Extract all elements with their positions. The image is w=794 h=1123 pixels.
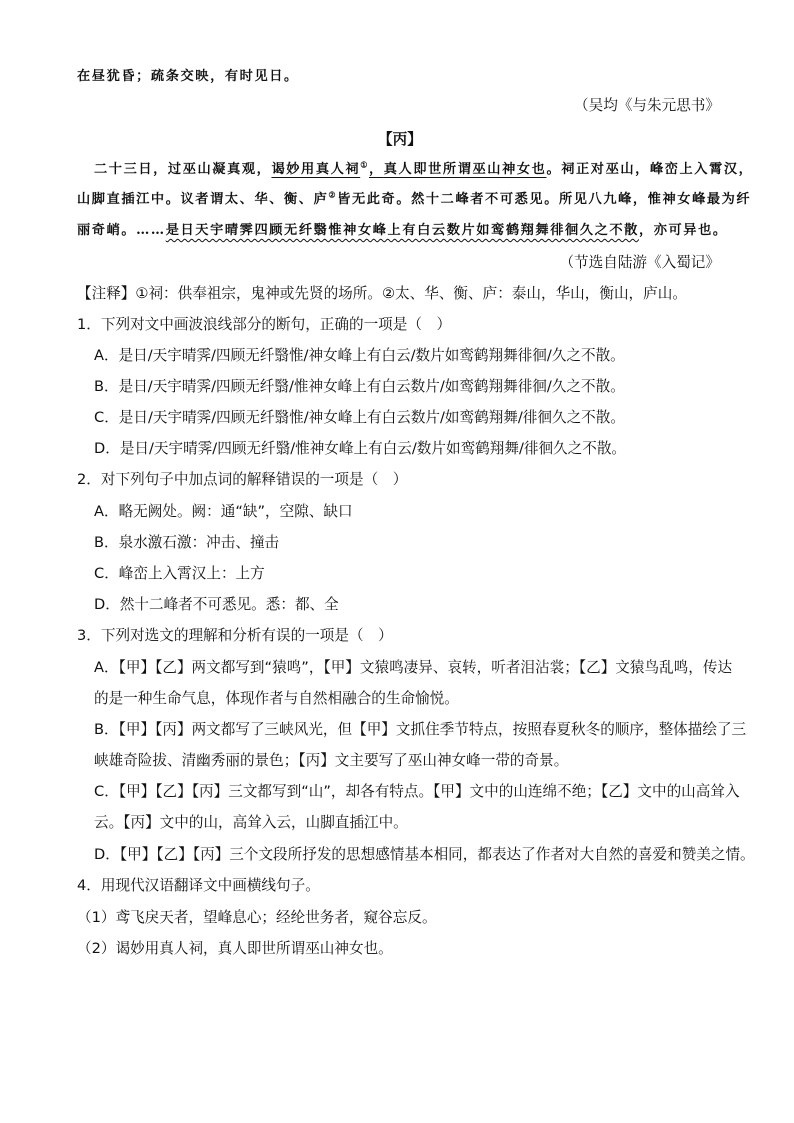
question-4-item-1: （1）鸢飞戾天者，望峰息心；经纶世务者，窥谷忘反。 [77,909,437,926]
underlined-sentence-part-1: 谒妙用真人祠 [271,162,361,177]
question-1-option-d: D．是日/天宇晴霁/四顾无纤翳/惟神女峰上有白云/数片如鸾鹤翔舞/徘徊久之不散。 [94,440,627,457]
question-4-stem: 4．用现代汉语翻译文中画横线句子。 [77,877,320,894]
question-3-option-b-line-2: 峡雄奇险拔、清幽秀丽的景色；【丙】文主要写了巫山神女峰一带的奇景。 [94,752,569,769]
passage-a-tail: 在昼犹昏；疏条交映，有时见日。 [77,69,299,84]
question-2-option-b: B．泉水激石激：冲击、撞击 [94,534,280,551]
notes: 【注释】①祠：供奉祖宗，鬼神或先贤的场所。②太、华、衡、庐：泰山，华山，衡山，庐山。 [77,285,687,302]
passage-c-line-1-post: 。祠正对巫山，峰峦上入霄汉， [546,162,754,177]
passage-c-line-3-pre: 丽奇峭。…… [77,223,166,238]
note-marker-1: ① [360,159,369,170]
question-3-option-a-line-1: A．【甲】【乙】两文都写到“猿鸣”，【甲】文猿鸣凄异、哀转，听者泪沾裳；【乙】文猿鸟乱鸣，传达 [94,659,733,676]
question-3-option-d: D．【甲】【乙】【丙】三个文段所抒发的思想感情基本相同，都表达了作者对大自然的喜爱和赞美之情。 [94,846,755,863]
question-2-stem: 2．对下列句子中加点词的解释错误的一项是（ ） [77,471,408,488]
question-3-stem: 3．下列对选文的理解和分析有误的一项是（ ） [77,627,393,644]
passage-c-line-1 [94,160,753,180]
passage-c-line-3 [77,221,728,241]
passage-c-line-2-post: 皆无此奇。然十二峰者不可悉见。所见八九峰，惟神女峰最为纤 [337,192,752,207]
question-2-option-c: C．峰峦上入霄汉上：上方 [94,565,265,582]
question-2-option-d: D．然十二峰者不可悉见。悉：都、全 [94,596,339,613]
question-1-option-b: B．是日/天宇晴霁/四顾无纤翳/惟神女峰上有白云数片/如鸾鹤翔舞徘徊/久之不散。 [94,378,625,395]
question-1-option-c: C．是日/天宇晴霁/四顾无纤翳惟/神女峰上有白云数片/如鸾鹤翔舞/徘徊久之不散。 [94,409,625,426]
passage-c-line-2-pre: 山脚直插江中。议者谓太、华、衡、庐 [77,192,329,207]
underlined-comma: ， [368,162,384,177]
passage-c-line-3-post: ，亦可异也。 [638,223,728,238]
question-1-stem: 1．下列对文中画波浪线部分的断句，正确的一项是（ ） [77,316,452,333]
question-3-option-c-line-2: 云。【丙】文中的山，高耸入云，山脚直插江中。 [94,814,408,831]
section-c-title: 【丙】 [378,131,422,148]
question-3-option-a-line-2: 的是一种生命气息，体现作者与自然相融合的生命愉悦。 [94,690,459,707]
note-marker-2: ② [328,189,338,200]
question-2-option-a: A．略无阙处。阙：通“缺”，空隙、缺口 [94,503,353,520]
question-3-option-c-line-1: C．【甲】【乙】【丙】三文都写到“山”，却各有特点。【甲】文中的山连绵不绝；【乙】文中的山高耸入 [94,783,740,800]
wavy-underlined-sentence: 是日天宇晴霁四顾无纤翳惟神女峰上有白云数片如鸾鹤翔舞徘徊久之不散 [165,223,639,238]
source-b: （吴均《与朱元思书》 [574,97,720,114]
question-4-item-2: （2）谒妙用真人祠，真人即世所谓巫山神女也。 [77,940,393,957]
underlined-sentence-part-2: 真人即世所谓巫山神女也 [383,162,547,177]
question-3-option-b-line-1: B．【甲】【丙】两文都写了三峡风光，但【甲】文抓住季节特点，按照春夏秋冬的顺序，整体描绘了三 [94,721,747,738]
passage-c-line-2 [77,190,751,210]
source-c: （节选自陆游《入蜀记》 [559,254,720,271]
passage-c-line-1-pre: 二十三日，过巫山凝真观， [94,162,272,177]
question-1-option-a: A．是日/天宇晴霁/四顾无纤翳惟/神女峰上有白云/数片如鸾鹤翔舞徘徊/久之不散。 [94,347,625,364]
